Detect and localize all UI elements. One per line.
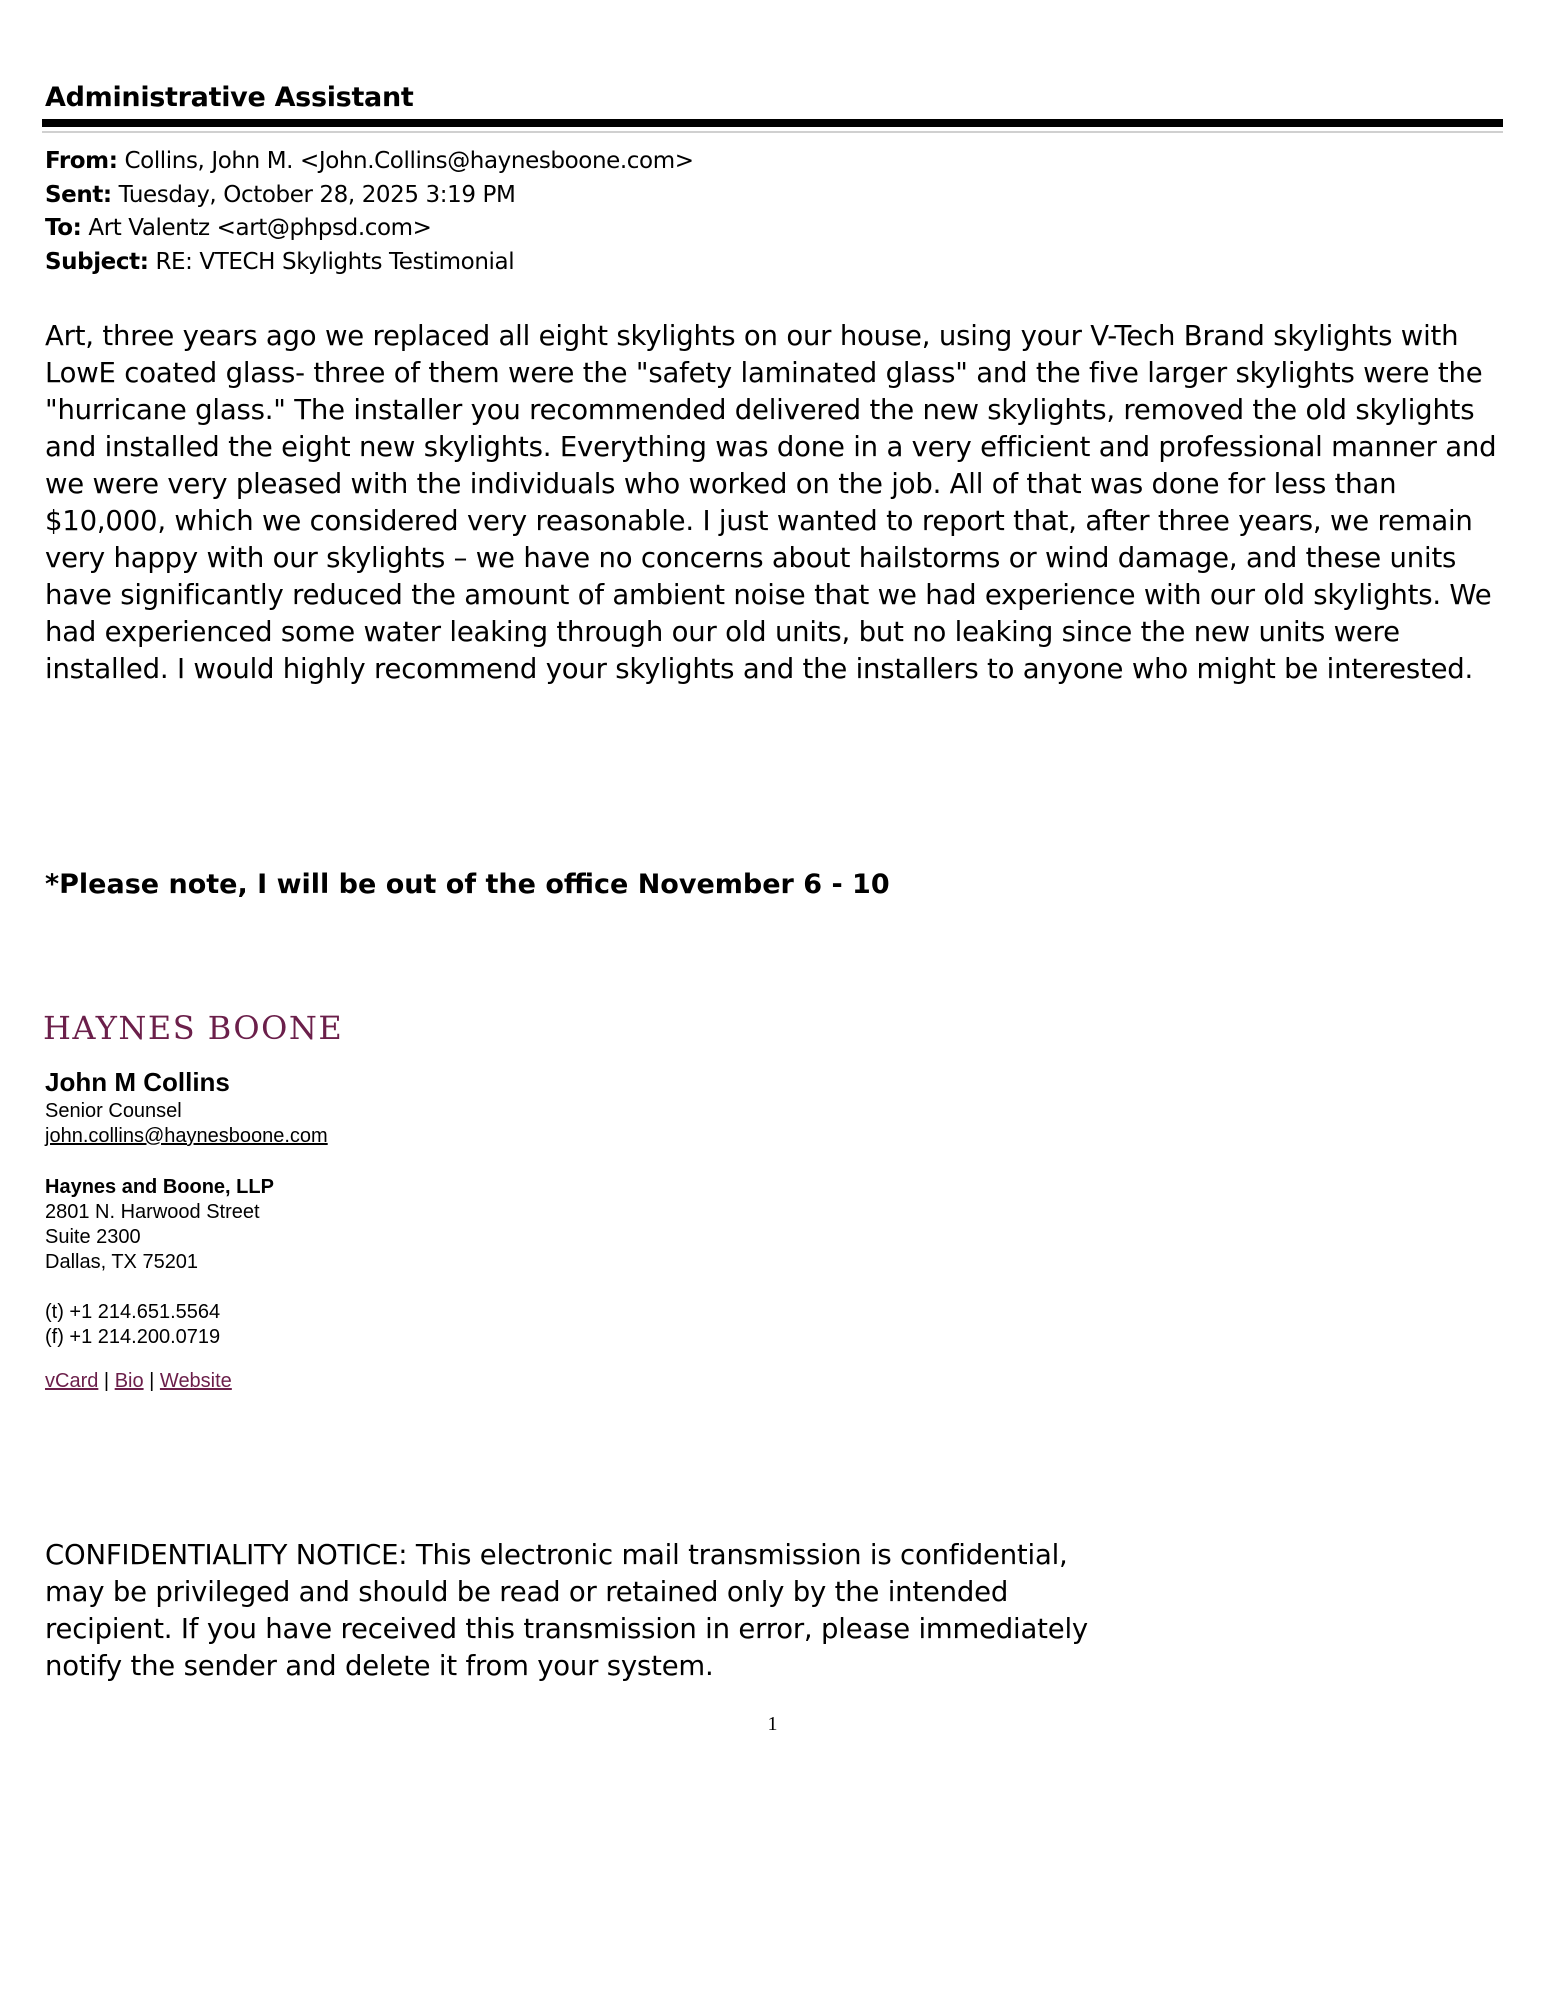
- subject-value: RE: VTECH Skylights Testimonial: [155, 248, 515, 275]
- email-header: [45, 145, 694, 279]
- signature-phone: (t) +1 214.651.5564: [45, 1301, 221, 1323]
- to-value: Art Valentz <art@phpsd.com>: [88, 215, 432, 241]
- out-of-office-note: *Please note, I will be out of the office November 6 - 10: [45, 869, 890, 900]
- header-rule: [42, 119, 1503, 127]
- signature-links: [45, 1370, 232, 1393]
- signature-email-wrap: [45, 1124, 328, 1149]
- signature-title: Senior Counsel: [45, 1100, 182, 1122]
- from-row: [45, 145, 694, 179]
- bio-link[interactable]: Bio: [114, 1370, 144, 1392]
- confidentiality-notice: CONFIDENTIALITY NOTICE: This electronic mail transmission is confidential, may be privileged and should be read or retained only by the intended recipient. If you have received this transmission in error, please immediately notify the sender and delete it from your system.: [45, 1539, 1088, 1682]
- to-label: To:: [45, 215, 82, 241]
- sent-row: [45, 179, 694, 213]
- link-separator: |: [103, 1370, 110, 1392]
- page-number: 1: [767, 1713, 778, 1735]
- signature-name: John M Collins: [45, 1067, 230, 1097]
- vcard-link[interactable]: vCard: [45, 1370, 99, 1392]
- signature-fax: (f) +1 214.200.0719: [45, 1326, 221, 1348]
- haynes-boone-logo: HAYNES BOONE: [43, 1009, 344, 1047]
- from-label: From:: [45, 148, 118, 174]
- sent-label: Sent:: [45, 181, 112, 208]
- signature-firm: Haynes and Boone, LLP: [45, 1176, 274, 1198]
- document-title: Administrative Assistant: [45, 82, 414, 113]
- subject-label: Subject:: [45, 248, 149, 275]
- signature-address-line3: Dallas, TX 75201: [45, 1251, 199, 1273]
- email-body: Art, three years ago we replaced all eight skylights on our house, using your V-Tech Brand skylights with LowE coated glass- three of them were the "safety laminated glass" and the five larger skylights were the "hurricane glass." The installer you recommended delivered the new skylights, removed the old skylights and installed the eight new skylights. Everything was done in a very efficient and professional manner and we were very pleased with the individuals who worked on the job. All of that was done for less than $10,000, which we considered very reasonable. I just wanted to report that, after three years, we remain very happy with our skylights – we have no concerns about hailstorms or wind damage, and these units have significantly reduced the amount of ambient noise that we had experience with our old skylights. We had experienced some water leaking through our old units, but no leaking since the new units were installed. I would highly recommend your skylights and the installers to anyone who might be interested.: [45, 320, 1497, 685]
- signature-email-link[interactable]: john.collins@haynesboone.com: [45, 1125, 328, 1147]
- subject-row: [45, 246, 694, 280]
- header-rule-thin: [42, 131, 1503, 133]
- sent-value: Tuesday, October 28, 2025 3:19 PM: [118, 181, 516, 208]
- signature-address-line2: Suite 2300: [45, 1226, 141, 1248]
- signature-address-line1: 2801 N. Harwood Street: [45, 1201, 260, 1223]
- website-link[interactable]: Website: [159, 1370, 232, 1392]
- to-row: [45, 212, 694, 246]
- from-value: Collins, John M. <John.Collins@haynesboone.com>: [124, 148, 694, 174]
- link-separator: |: [149, 1370, 155, 1392]
